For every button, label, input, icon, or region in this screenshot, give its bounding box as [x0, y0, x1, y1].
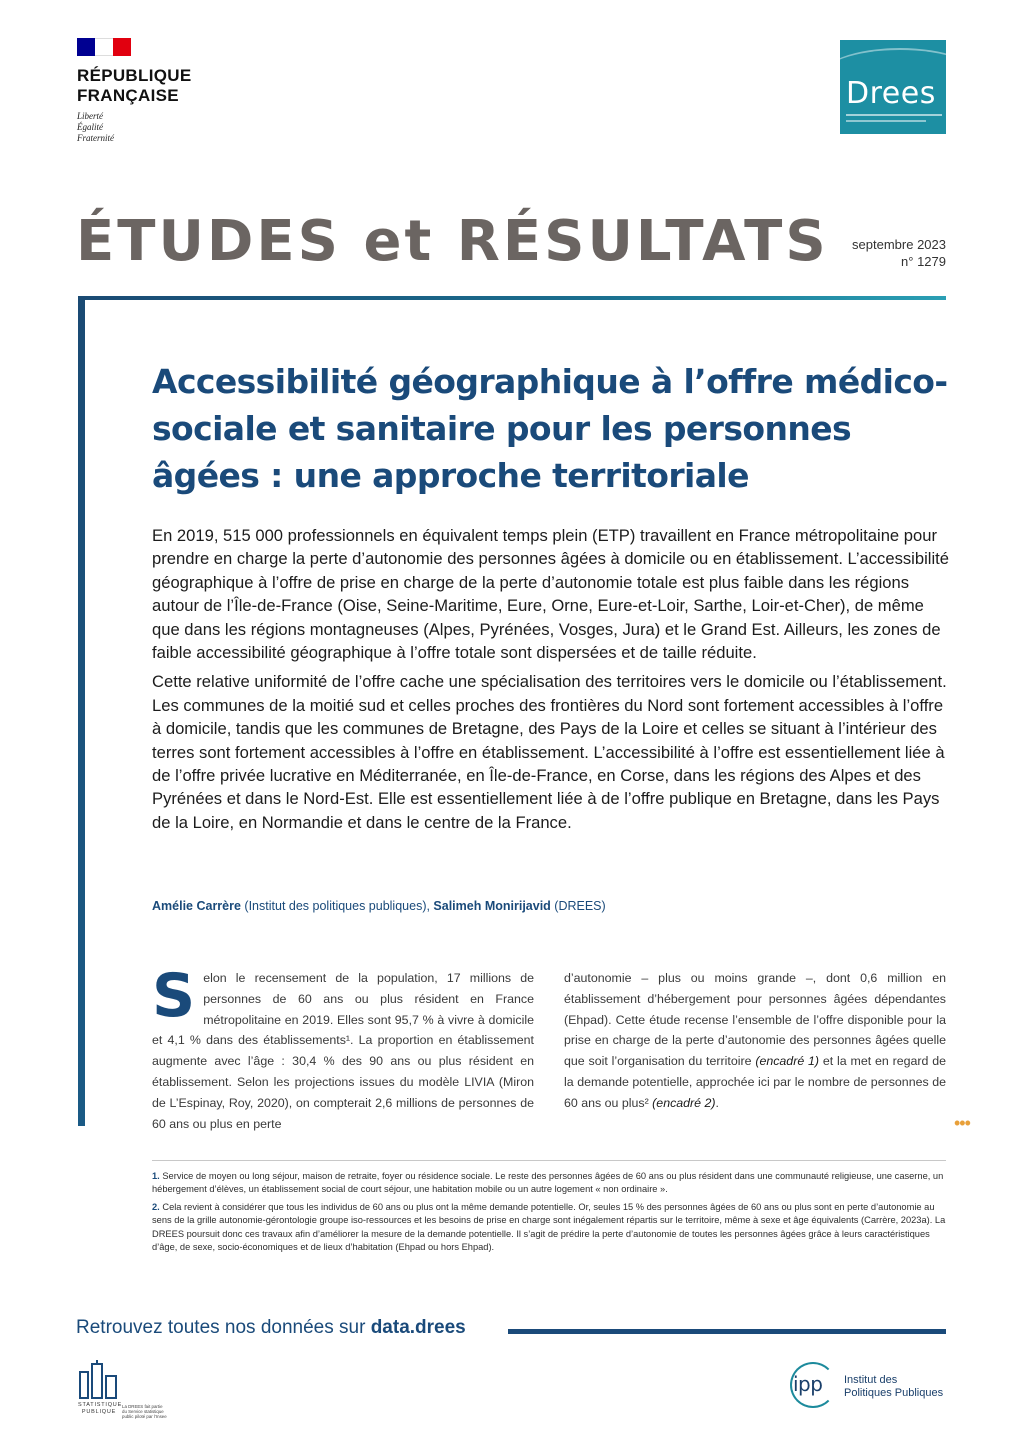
statistique-building-icon [78, 1360, 120, 1400]
body-text: elon le recensement de la population, 17 millions de personnes de 60 ans ou plus résident en France métropolitaine en 2019. Elles sont 95,7 % à vivre à domicile et 4,1 % dans des établissements¹. La proportion en établissement augmente avec l’âge : 30,4 % des 90 ans ou plus résident en établissement. Selon les projections issues du modèle LIVIA (Miron de L’Espinay, Roy, 2020), on compterait 2,6 millions de personnes de 60 ans ou plus en perte [152, 971, 534, 1131]
data-callout-text: Retrouvez toutes nos données sur [76, 1317, 371, 1338]
article-title: Accessibilité géographique à l’offre médico-sociale et sanitaire pour les personnes âgées : une approche territoriale [152, 362, 948, 495]
statistique-publique-logo [78, 1360, 208, 1424]
abstract-paragraph: En 2019, 515 000 professionnels en équivalent temps plein (ETP) travaillent en France métropolitaine pour prendre en charge la perte d’autonomie des personnes âgées à domicile ou en établissement. L’accessibilité géographique à l’offre de prise en charge de la perte d’autonomie totale est plus faible dans les régions autour de l’Île-de-France (Oise, Seine-Maritime, Eure, Orne, Eure-et-Loir, Sarthe, Loir-et-Cher), de même que dans les régions montagneuses (Alpes, Pyrénées, Vosges, Jura) et le Grand Est. Ailleurs, les zones de faible accessibilité géographique à l’offre totale sont dispersées et de taille réduite. [152, 526, 949, 663]
series-title: ÉTUDES et RÉSULTATS [76, 209, 829, 274]
abstract-paragraph: Cette relative uniformité de l’offre cache une spécialisation des territoires vers le domicile ou l’établissement. Les communes de la moitié sud et celles proches des frontières du Nord sont fortement accessibles à l’offre à domicile, tandis que les communes de Bretagne, des Pays de la Loire et celles se situant à l’intérieur des terres sont fortement accessibles à l’offre en établissement. L’accessibilité à l’offre est essentiellement liée à de l’offre privée lucrative en Méditerranée, en Île-de-France, en Corse, dans les régions des Alpes et des Pyrénées et dans le Nord-Est. Elle est essentiellement liée à de l’offre publique en Bretagne, dans les Pays de la Loire, en Normandie et dans le centre de la France. [152, 672, 947, 832]
body-text: d’autonomie – plus ou moins grande –, dont 0,6 million en établissement d’hébergement pour personnes âgées dépendantes (Ehpad). Cette étude recense l’ensemble de l’offre disponible pour la prise en charge de la perte d’autonomie des personnes âgées quelle que soit l’organisation du territoire [564, 971, 946, 1069]
frame-left-rule [78, 296, 85, 1126]
box-reference-link[interactable]: (encadré 1) [755, 1054, 820, 1069]
body-column-left [152, 961, 534, 1134]
republique-francaise-logo [77, 38, 237, 144]
footnote-item [152, 1170, 946, 1197]
data-callout-rule [508, 1329, 946, 1334]
authors-line [152, 898, 606, 914]
issue-date: septembre 2023 [852, 237, 946, 252]
author-affiliation: (DREES) [550, 899, 606, 913]
issue-number: n° 1279 [901, 254, 946, 269]
body-text: et la met en regard de la demande potentielle, approchée ici par le nombre de personnes de 60 ans ou plus² [564, 1054, 947, 1110]
issue-info [852, 236, 946, 270]
republique-motto: Liberté Égalité Fraternité [77, 111, 114, 143]
box-reference-link[interactable]: (encadré 2) [652, 1095, 716, 1110]
ipp-letters: ipp [793, 1372, 823, 1396]
footnote-number: 1. [152, 1171, 160, 1181]
footnote-text: Service de moyen ou long séjour, maison de retraite, foyer ou résidence sociale. Le reste des personnes âgées de 60 ans ou plus résident dans une communauté religieuse, une caserne, un hébergement d’élèves, un établissement social de court séjour, une habitation mobile ou un autre logement « non ordinaire ». [152, 1171, 944, 1195]
body-columns [152, 961, 947, 1134]
body-column-right [564, 968, 946, 1134]
footnote-item [152, 1201, 946, 1255]
ipp-logo [790, 1362, 950, 1418]
footnotes [152, 1170, 946, 1258]
french-flag-icon [77, 38, 131, 56]
footnote-text: Cela revient à considérer que tous les individus de 60 ans ou plus ont la même demande potentielle. Or, seules 15 % des personnes âgées de 60 ans ou plus sont en perte d’autonomie au sens de la grille autonomie-gérontologie groupe iso-ressources et les besoins de prise en charge sont inégalement répartis sur le territoire, même à sexe et âge équivalents (Carrère, 2023a). La DREES poursuit donc ces travaux afin d’améliorer la mesure de la demande potentielle. Il s’agit de prédire la perte d’autonomie de toutes les personnes âgées grâce à leurs caractéristiques d’âge, de sexe, socio-économiques et de lieux d’habitation (Ehpad ou hors Ehpad). [152, 1201, 946, 1253]
data-drees-link[interactable]: data.drees [370, 1317, 466, 1338]
statistique-note: La DREES fait partie du Service statistique public piloté par l’Insee [122, 1404, 167, 1420]
drop-cap: S [152, 961, 196, 1031]
data-drees-callout [76, 1316, 466, 1340]
author-affiliation: (Institut des politiques publiques), [240, 899, 434, 913]
article-abstract [152, 524, 952, 840]
author-name: Salimeh Monirijavid [433, 899, 551, 913]
author-name: Amélie Carrère [152, 899, 241, 913]
drees-logo [840, 40, 946, 134]
ipp-name: Institut des Politiques Publiques [844, 1374, 944, 1399]
republique-francaise-name: RÉPUBLIQUE FRANÇAISE [77, 66, 192, 105]
frame-top-rule [78, 296, 946, 300]
statistique-publique-word: STATISTIQUE PUBLIQUE [78, 1402, 123, 1415]
footnote-number: 2. [152, 1201, 160, 1212]
body-text: . [715, 1095, 719, 1110]
drees-logo-text: Drees [846, 76, 936, 111]
continue-marker: ••• [954, 1113, 970, 1133]
footnote-divider [152, 1160, 946, 1161]
